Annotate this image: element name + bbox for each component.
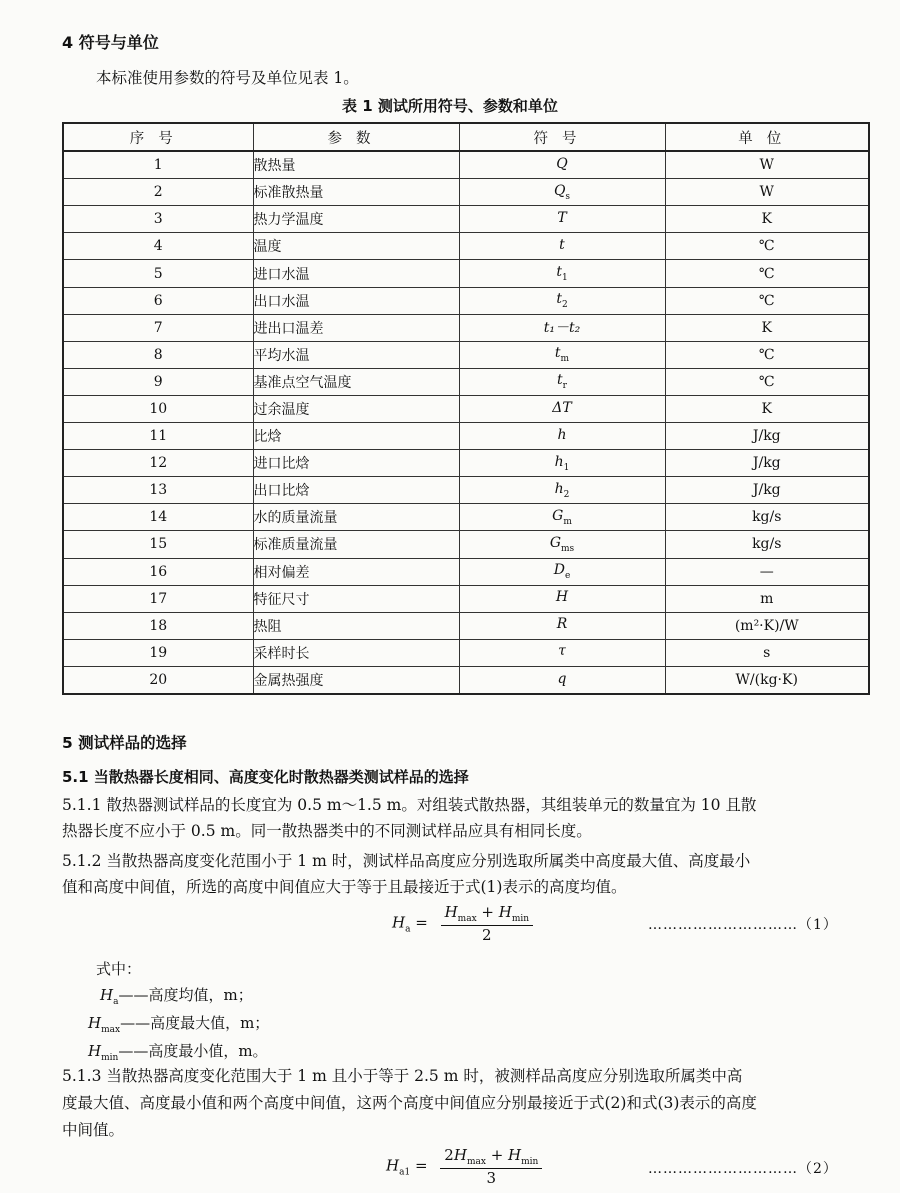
cell-unit: J/kg xyxy=(665,450,869,477)
table-row xyxy=(63,151,869,179)
cell-param: 进口比焓 xyxy=(253,450,459,477)
section-4-heading: 4 符号与单位 xyxy=(62,33,159,52)
cell-symbol: $t_m$ xyxy=(459,341,665,368)
cell-unit: — xyxy=(665,558,869,585)
table-row xyxy=(63,395,869,422)
cell-symbol: $h_1$ xyxy=(459,450,665,477)
cell-no: 20 xyxy=(63,666,253,694)
header-unit: 单位 xyxy=(665,123,869,151)
cell-unit: ℃ xyxy=(665,287,869,314)
header-symbol: 符号 xyxy=(459,123,665,151)
cell-unit: J/kg xyxy=(665,423,869,450)
clause-5-1-2-line-2: 值和高度中间值，所选的高度中间值应大于等于且最接近于式(1)表示的高度均值。 xyxy=(62,878,627,896)
cell-symbol: $h_2$ xyxy=(459,477,665,504)
table-row xyxy=(63,504,869,531)
cell-unit: ℃ xyxy=(665,233,869,260)
equation-1-number: …………………………（1） xyxy=(648,917,838,933)
cell-symbol: H xyxy=(459,585,665,612)
cell-no: 2 xyxy=(63,179,253,206)
table-row xyxy=(63,666,869,694)
cell-param: 比焓 xyxy=(253,423,459,450)
table-row xyxy=(63,558,869,585)
cell-unit: s xyxy=(665,639,869,666)
cell-param: 出口比焓 xyxy=(253,477,459,504)
table-row xyxy=(63,314,869,341)
cell-no: 16 xyxy=(63,558,253,585)
clause-5-1-3-line-1: 5.1.3 当散热器高度变化范围大于 1 m 且小于等于 2.5 m 时，被测样品高度应分别选取所属类中高 xyxy=(62,1067,743,1085)
section-5-heading: 5 测试样品的选择 xyxy=(62,734,187,752)
cell-no: 13 xyxy=(63,477,253,504)
cell-symbol: t₁－t₂ xyxy=(459,314,665,341)
cell-unit: (m²·K)/W xyxy=(665,612,869,639)
cell-no: 14 xyxy=(63,504,253,531)
cell-param: 基准点空气温度 xyxy=(253,368,459,395)
equation-2-number: …………………………（2） xyxy=(648,1161,838,1177)
cell-param: 热阻 xyxy=(253,612,459,639)
equation-2: $H_{a1}$ = $\frac{2H_{max} + H_{min}}{3}$ xyxy=(386,1146,542,1187)
definition-h-a: $H_a——$高度均值，m； xyxy=(100,986,253,1007)
cell-param: 标准散热量 xyxy=(253,179,459,206)
cell-symbol: $Q_s$ xyxy=(459,179,665,206)
cell-unit: J/kg xyxy=(665,477,869,504)
cell-no: 5 xyxy=(63,260,253,287)
table-1-caption: 表 1 测试所用符号、参数和单位 xyxy=(342,97,558,115)
cell-symbol: $t_r$ xyxy=(459,368,665,395)
definition-h-max: $H_{max}——$高度最大值，m； xyxy=(88,1014,270,1035)
definition-h-min: $H_{min}——$高度最小值，m。 xyxy=(88,1042,268,1063)
cell-symbol: $t_1$ xyxy=(459,260,665,287)
cell-param: 金属热强度 xyxy=(253,666,459,694)
header-param: 参数 xyxy=(253,123,459,151)
cell-unit: kg/s xyxy=(665,531,869,558)
table-header-row xyxy=(63,123,869,151)
cell-symbol: T xyxy=(459,206,665,233)
cell-param: 热力学温度 xyxy=(253,206,459,233)
cell-no: 3 xyxy=(63,206,253,233)
cell-symbol: $D_e$ xyxy=(459,558,665,585)
cell-symbol: q xyxy=(459,666,665,694)
cell-no: 15 xyxy=(63,531,253,558)
cell-param: 出口水温 xyxy=(253,287,459,314)
clause-5-1-2-line-1: 5.1.2 当散热器高度变化范围小于 1 m 时，测试样品高度应分别选取所属类中高度最大值、高度最小 xyxy=(62,852,751,870)
table-row xyxy=(63,450,869,477)
table-row xyxy=(63,179,869,206)
cell-param: 水的质量流量 xyxy=(253,504,459,531)
cell-symbol: τ xyxy=(459,639,665,666)
cell-symbol: Q xyxy=(459,151,665,179)
table-row xyxy=(63,477,869,504)
cell-unit: K xyxy=(665,395,869,422)
cell-param: 标准质量流量 xyxy=(253,531,459,558)
table-row xyxy=(63,260,869,287)
cell-param: 进口水温 xyxy=(253,260,459,287)
cell-param: 相对偏差 xyxy=(253,558,459,585)
cell-param: 温度 xyxy=(253,233,459,260)
section-5-1-heading: 5.1 当散热器长度相同、高度变化时散热器类测试样品的选择 xyxy=(62,768,469,786)
cell-no: 17 xyxy=(63,585,253,612)
cell-unit: ℃ xyxy=(665,260,869,287)
table-row xyxy=(63,423,869,450)
cell-unit: ℃ xyxy=(665,368,869,395)
clause-5-1-3-line-2: 度最大值、高度最小值和两个高度中间值，这两个高度中间值应分别最接近于式(2)和式(3)表示的高度 xyxy=(62,1094,757,1112)
cell-param: 平均水温 xyxy=(253,341,459,368)
table-row xyxy=(63,612,869,639)
cell-unit: K xyxy=(665,206,869,233)
cell-unit: W/(kg·K) xyxy=(665,666,869,694)
clause-5-1-1-line-1: 5.1.1 散热器测试样品的长度宜为 0.5 m～1.5 m。对组装式散热器，其组装单元的数量宜为 10 且散 xyxy=(62,796,757,814)
cell-param: 进出口温差 xyxy=(253,314,459,341)
cell-no: 8 xyxy=(63,341,253,368)
cell-symbol: h xyxy=(459,423,665,450)
header-no: 序号 xyxy=(63,123,253,151)
table-row xyxy=(63,585,869,612)
cell-param: 特征尺寸 xyxy=(253,585,459,612)
cell-no: 1 xyxy=(63,151,253,179)
table-row xyxy=(63,206,869,233)
clause-5-1-1-line-2: 热器长度不应小于 0.5 m。同一散热器类中的不同测试样品应具有相同长度。 xyxy=(62,822,592,840)
cell-symbol: R xyxy=(459,612,665,639)
cell-unit: kg/s xyxy=(665,504,869,531)
cell-no: 12 xyxy=(63,450,253,477)
cell-symbol: $G_{ms}$ xyxy=(459,531,665,558)
section-4-intro: 本标准使用参数的符号及单位见表 1。 xyxy=(96,69,359,87)
table-row xyxy=(63,531,869,558)
cell-unit: W xyxy=(665,179,869,206)
cell-symbol: $G_m$ xyxy=(459,504,665,531)
equation-1: $H_a$ = $\frac{H_{max} + H_{min}}{2}$ xyxy=(392,903,533,944)
table-row xyxy=(63,341,869,368)
table-row xyxy=(63,287,869,314)
table-row xyxy=(63,639,869,666)
cell-no: 18 xyxy=(63,612,253,639)
cell-no: 10 xyxy=(63,395,253,422)
cell-symbol: ΔT xyxy=(459,395,665,422)
cell-symbol: $t_2$ xyxy=(459,287,665,314)
cell-unit: K xyxy=(665,314,869,341)
cell-no: 9 xyxy=(63,368,253,395)
cell-param: 采样时长 xyxy=(253,639,459,666)
cell-no: 4 xyxy=(63,233,253,260)
table-row xyxy=(63,368,869,395)
cell-no: 11 xyxy=(63,423,253,450)
cell-unit: m xyxy=(665,585,869,612)
cell-param: 过余温度 xyxy=(253,395,459,422)
where-label: 式中： xyxy=(96,960,142,978)
table-row xyxy=(63,233,869,260)
cell-param: 散热量 xyxy=(253,151,459,179)
cell-unit: ℃ xyxy=(665,341,869,368)
clause-5-1-3-line-3: 中间值。 xyxy=(62,1121,125,1139)
cell-unit: W xyxy=(665,151,869,179)
symbols-table xyxy=(62,122,870,695)
cell-no: 7 xyxy=(63,314,253,341)
cell-no: 19 xyxy=(63,639,253,666)
cell-symbol: t xyxy=(459,233,665,260)
cell-no: 6 xyxy=(63,287,253,314)
